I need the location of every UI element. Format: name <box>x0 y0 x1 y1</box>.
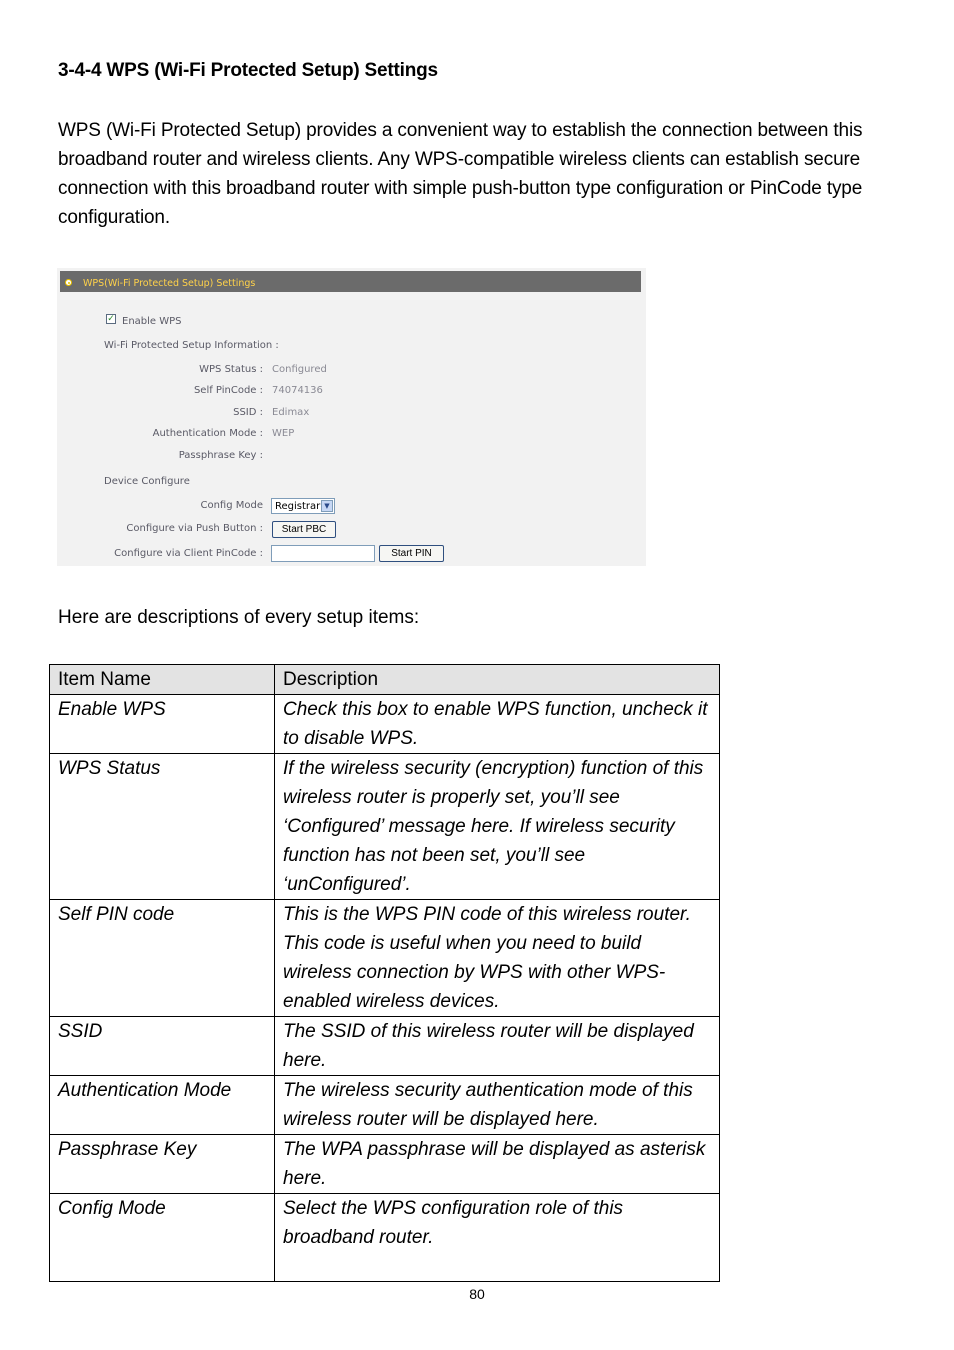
ssid-label: SSID : <box>233 407 263 418</box>
client-pincode-input[interactable] <box>271 545 375 562</box>
table-row <box>50 1017 720 1076</box>
item-name-cell: Self PIN code <box>50 900 275 1017</box>
wps-status-label: WPS Status : <box>199 364 263 375</box>
auth-mode-label: Authentication Mode : <box>152 428 263 439</box>
item-name-cell: WPS Status <box>50 754 275 900</box>
config-mode-value: Registrar <box>275 501 321 512</box>
header-description: Description <box>275 665 720 695</box>
header-item-name: Item Name <box>50 665 275 695</box>
settings-description-table <box>49 664 720 1282</box>
enable-wps-label: Enable WPS <box>122 316 182 327</box>
push-button-label: Configure via Push Button : <box>126 523 263 534</box>
start-pbc-button[interactable]: Start PBC <box>272 521 336 538</box>
table-row <box>50 1076 720 1135</box>
self-pincode-label: Self PinCode : <box>193 385 263 396</box>
table-row <box>50 695 720 754</box>
wps-settings-screenshot <box>57 268 646 566</box>
description-cell: The SSID of this wireless router will be displayed here. <box>275 1017 720 1076</box>
panel-title-bar <box>60 271 641 292</box>
description-cell: The WPA passphrase will be displayed as asterisk here. <box>275 1135 720 1194</box>
chevron-down-icon[interactable]: ▼ <box>321 500 333 512</box>
device-configure-heading: Device Configure <box>104 476 190 487</box>
self-pincode-value: 74074136 <box>272 385 323 396</box>
description-cell: If the wireless security (encryption) function of this wireless router is properly set, you’ll see ‘Configured’ message here. If wireless security function has not been set, you’ll see ‘unConfigured’. <box>275 754 720 900</box>
enable-wps-checkbox[interactable]: ✓ <box>107 314 115 324</box>
item-name-cell: Passphrase Key <box>50 1135 275 1194</box>
wps-status-value: Configured <box>272 364 327 375</box>
config-mode-select[interactable] <box>271 498 335 514</box>
panel-title: WPS(Wi-Fi Protected Setup) Settings <box>83 278 256 289</box>
client-pincode-label: Configure via Client PinCode : <box>114 548 263 559</box>
descriptions-intro: Here are descriptions of every setup items: <box>58 607 420 628</box>
config-mode-label: Config Mode <box>200 500 263 511</box>
description-cell: This is the WPS PIN code of this wireless router. This code is useful when you need to build wireless connection by WPS with other WPS-enabled wireless devices. <box>275 900 720 1017</box>
passphrase-label: Passphrase Key : <box>178 450 263 461</box>
description-cell: Select the WPS configuration role of this broadband router. <box>275 1194 720 1282</box>
table-row <box>50 754 720 900</box>
item-name-cell: Enable WPS <box>50 695 275 754</box>
item-name-cell: SSID <box>50 1017 275 1076</box>
item-name-cell: Config Mode <box>50 1194 275 1282</box>
bullet-icon <box>65 279 72 286</box>
table-row <box>50 1135 720 1194</box>
info-heading: Wi-Fi Protected Setup Information : <box>104 340 279 351</box>
item-name-cell: Authentication Mode <box>50 1076 275 1135</box>
table-header-row <box>50 665 720 695</box>
start-pin-button[interactable]: Start PIN <box>379 545 444 562</box>
table-row <box>50 1194 720 1282</box>
intro-paragraph: WPS (Wi-Fi Protected Setup) provides a convenient way to establish the connection between this broadband router and wireless clients. Any WPS-compatible wireless clients can establish secure connection with this broadband router with simple push-button type configuration or PinCode type configuration. <box>58 120 863 228</box>
description-cell: Check this box to enable WPS function, uncheck it to disable WPS. <box>275 695 720 754</box>
table-row <box>50 900 720 1017</box>
description-cell: The wireless security authentication mode of this wireless router will be displayed here. <box>275 1076 720 1135</box>
page-number: 80 <box>469 1286 485 1302</box>
section-heading: 3-4-4 WPS (Wi-Fi Protected Setup) Settings <box>58 60 438 81</box>
auth-mode-value: WEP <box>272 428 295 439</box>
ssid-value: Edimax <box>272 407 310 418</box>
